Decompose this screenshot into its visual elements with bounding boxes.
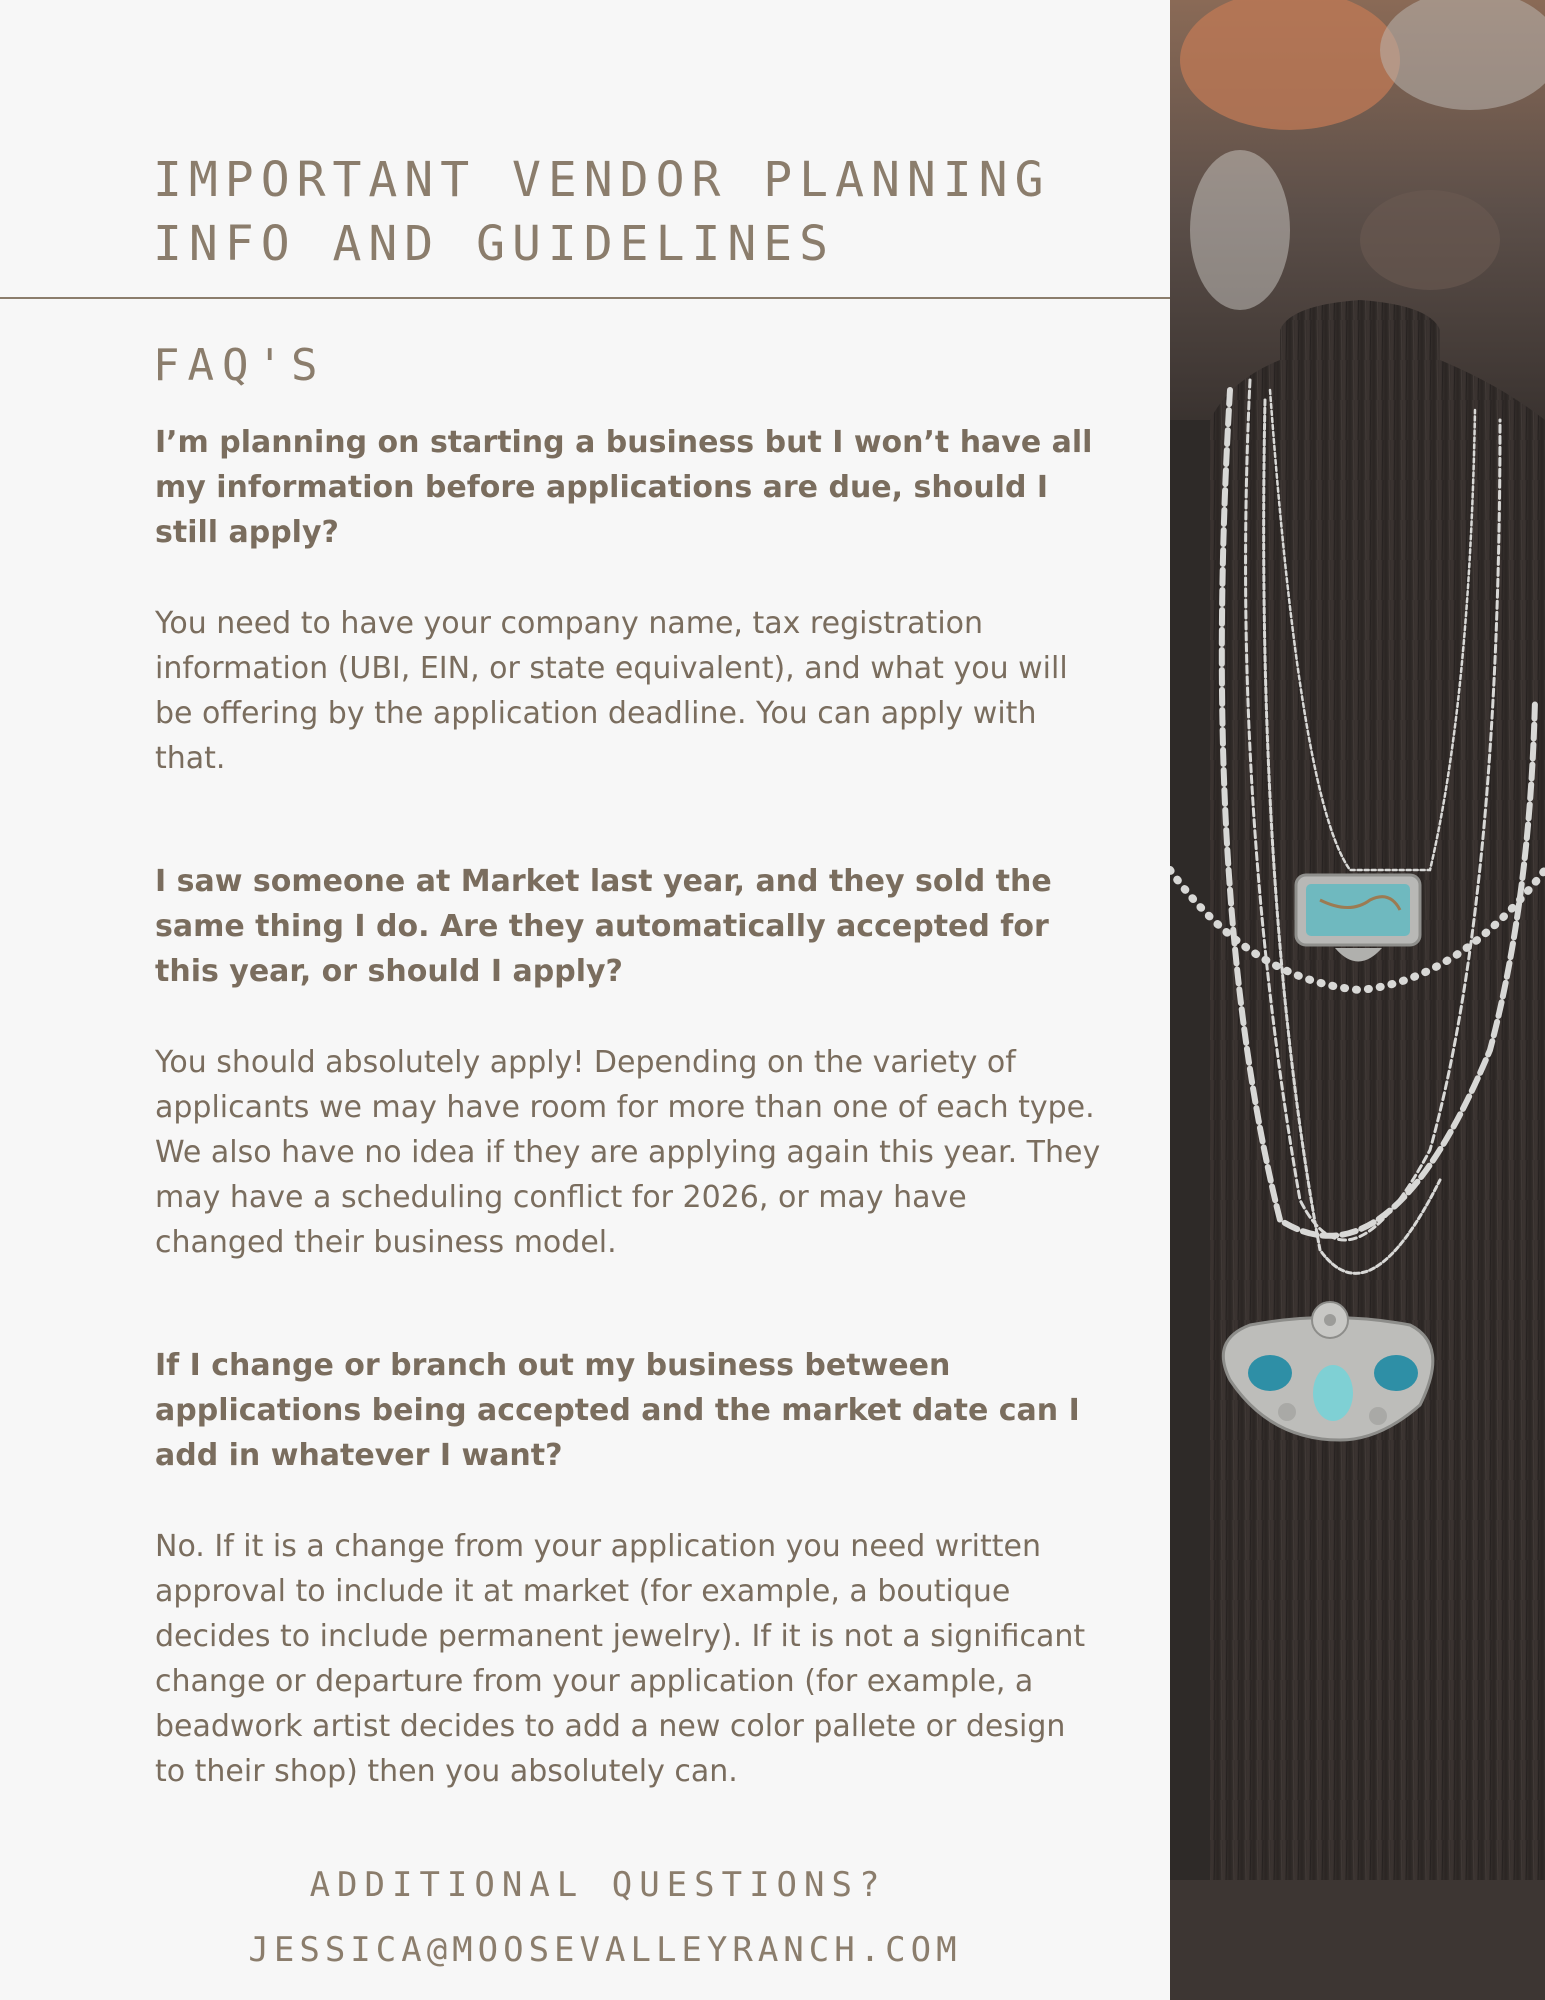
contact-email-link[interactable]: JESSICA@MOOSEVALLEYRANCH.COM (248, 1930, 962, 1970)
faq-answer: You need to have your company name, tax registration information (UBI, EIN, or state equivalent), and what you will be offering by the application deadline. You can apply with that. (155, 606, 1068, 776)
faq-question: I’m planning on starting a business but I won’t have all my information before applications are due, should I still apply? (155, 425, 1093, 550)
faq-answer: No. If it is a change from your application you need written approval to include it at market (for example, a boutique decides to include permanent jewelry). If it is not a significant change or departure from your application (for example, a beadwork artist decides to add a new color pallete or design to their shop) then you absolutely can. (155, 1529, 1086, 1789)
faq-answer: You should absolutely apply! Depending on the variety of applicants we may have room for more than one of each type. We also have no idea if they are applying again this year. They may have a scheduling conflict for 2026, or may have changed their business model. (155, 1045, 1101, 1260)
faq-heading: FAQ'S (153, 340, 326, 391)
faq-item-2 (155, 859, 1105, 1265)
faq-item-3 (155, 1343, 1105, 1794)
faq-question: If I change or branch out my business between applications being accepted and the market date can I add in whatever I want? (155, 1348, 1080, 1473)
faq-item-1 (155, 420, 1105, 781)
title-line-1: IMPORTANT VENDOR PLANNING (153, 152, 1051, 208)
faq-question: I saw someone at Market last year, and they sold the same thing I do. Are they automatically accepted for this year, or should I apply? (155, 864, 1052, 989)
contact-label: ADDITIONAL QUESTIONS? (309, 1865, 887, 1905)
title-divider (0, 297, 1170, 299)
faq-list (155, 420, 1105, 1794)
title-line-2: INFO AND GUIDELINES (153, 216, 836, 272)
jewelry-photo (1170, 0, 1545, 2000)
page-title (153, 148, 1153, 276)
